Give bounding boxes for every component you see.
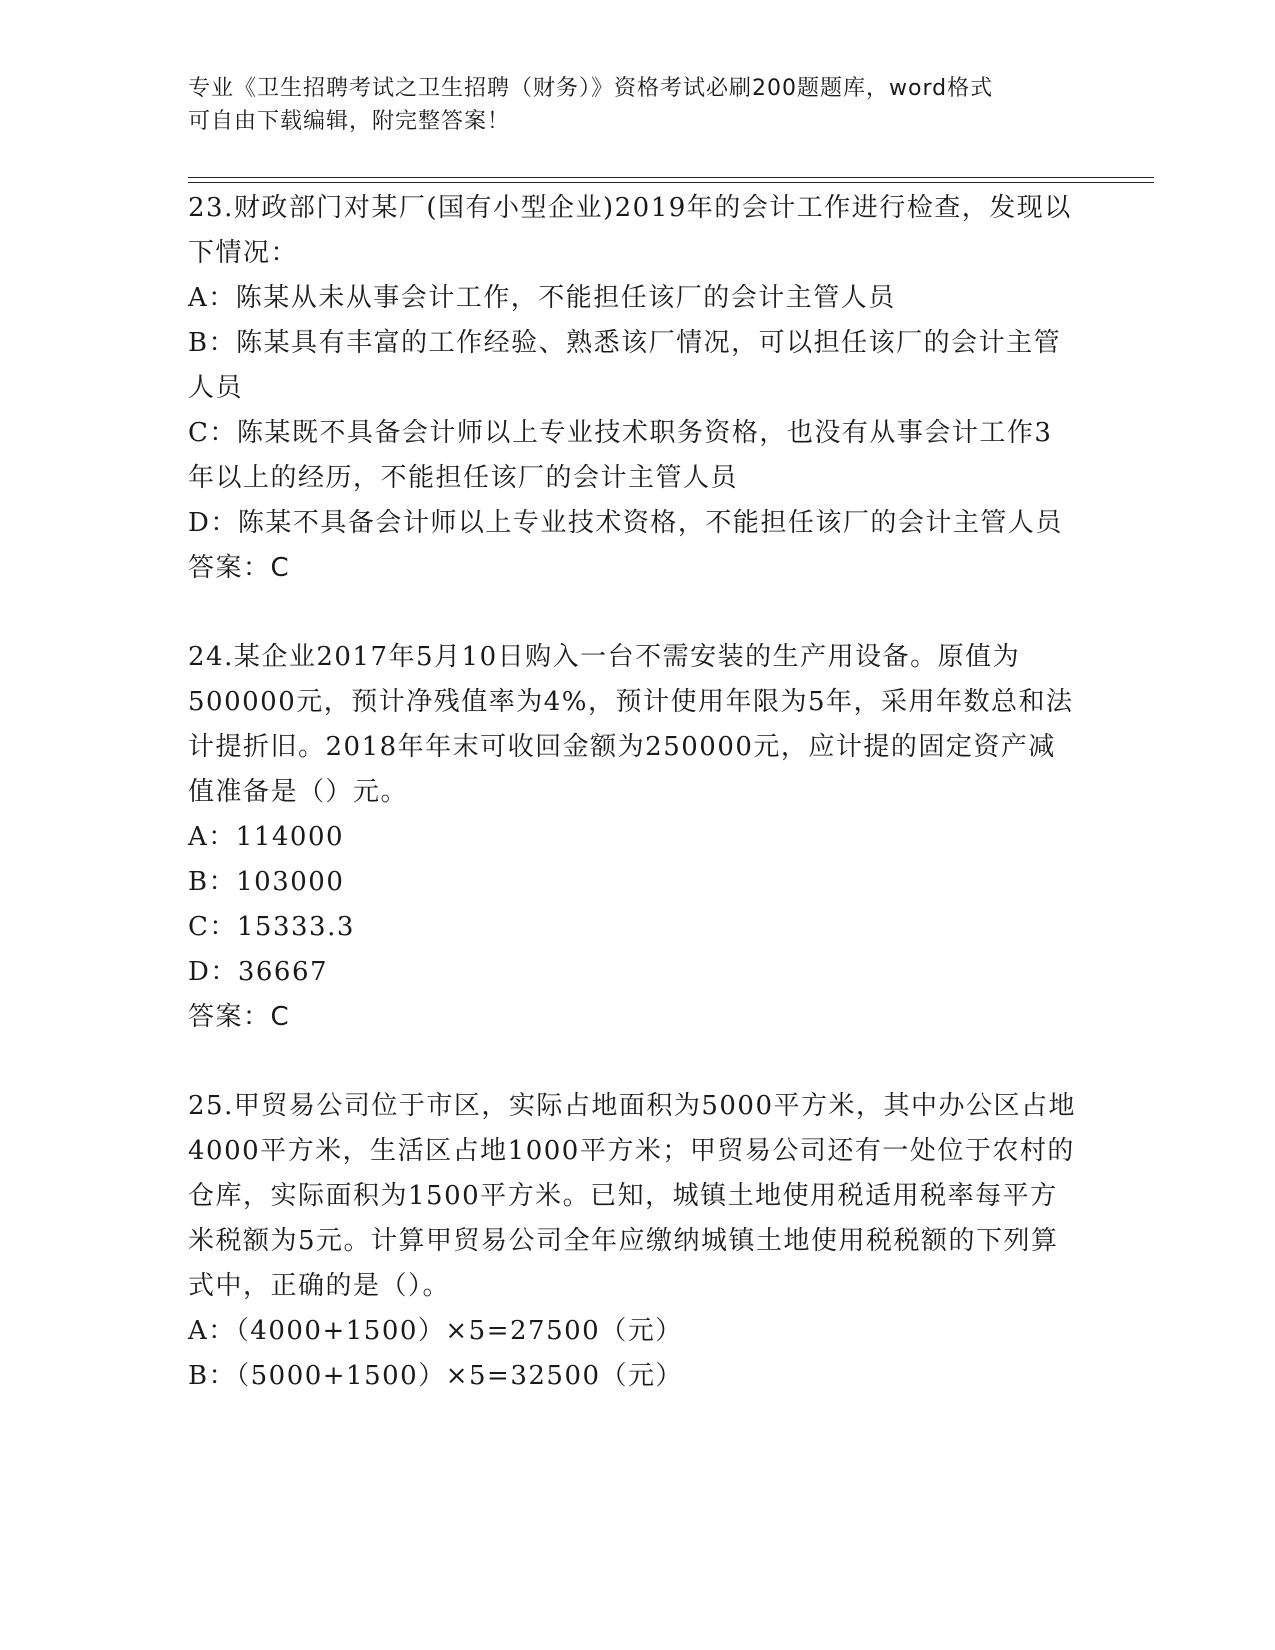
question-spacer: [188, 1040, 1078, 1084]
option-b: B：（5000+1500）×5=32500（元）: [188, 1361, 684, 1391]
question-23: [188, 186, 1078, 591]
option-a: A：114000: [188, 822, 345, 852]
question-spacer: [188, 591, 1078, 635]
answer: 答案：C: [188, 553, 291, 583]
option-c: C：陈某既不具备会计师以上专业技术职务资格，也没有从事会计工作3年以上的经历，不能担任该厂的会计主管人员: [188, 418, 1053, 493]
question-stem: 25.甲贸易公司位于市区，实际占地面积为5000平方米，其中办公区占地4000平方米，生活区占地1000平方米；甲贸易公司还有一处位于农村的仓库，实际面积为1500平方米。已知，城镇土地使用税适用税率每平方米税额为5元。计算甲贸易公司全年应缴纳城镇土地使用税税额的下列算式中，正确的是（）。: [188, 1091, 1077, 1301]
option-d: D：陈某不具备会计师以上专业技术资格，不能担任该厂的会计主管人员: [188, 508, 1063, 538]
option-c: C：15333.3: [188, 912, 355, 942]
answer: 答案：C: [188, 1002, 291, 1032]
option-a: A：陈某从未从事会计工作，不能担任该厂的会计主管人员: [188, 283, 896, 313]
option-d: D：36667: [188, 957, 329, 987]
question-stem: 24.某企业2017年5月10日购入一台不需安装的生产用设备。原值为500000元，预计净残值率为4%，预计使用年限为5年，采用年数总和法计提折旧。2018年年末可收回金额为250000元，应计提的固定资产减值准备是（）元。: [188, 642, 1074, 807]
question-stem: 23.财政部门对某厂(国有小型企业)2019年的会计工作进行检查，发现以下情况：: [188, 193, 1072, 268]
question-list: [188, 186, 1078, 1399]
document-header: [188, 72, 1068, 138]
question-24: [188, 635, 1078, 1040]
header-title-line-2: 可自由下载编辑，附完整答案！: [188, 109, 511, 134]
header-divider-top: [188, 177, 1154, 178]
option-b: B：陈某具有丰富的工作经验、熟悉该厂情况，可以担任该厂的会计主管人员: [188, 328, 1062, 403]
header-title-line-1: 专业《卫生招聘考试之卫生招聘（财务）》资格考试必刷200题题库，word格式: [188, 76, 994, 101]
question-25: [188, 1084, 1078, 1399]
option-a: A：（4000+1500）×5=27500（元）: [188, 1316, 683, 1346]
option-b: B：103000: [188, 867, 345, 897]
header-divider-bottom: [188, 182, 1154, 183]
